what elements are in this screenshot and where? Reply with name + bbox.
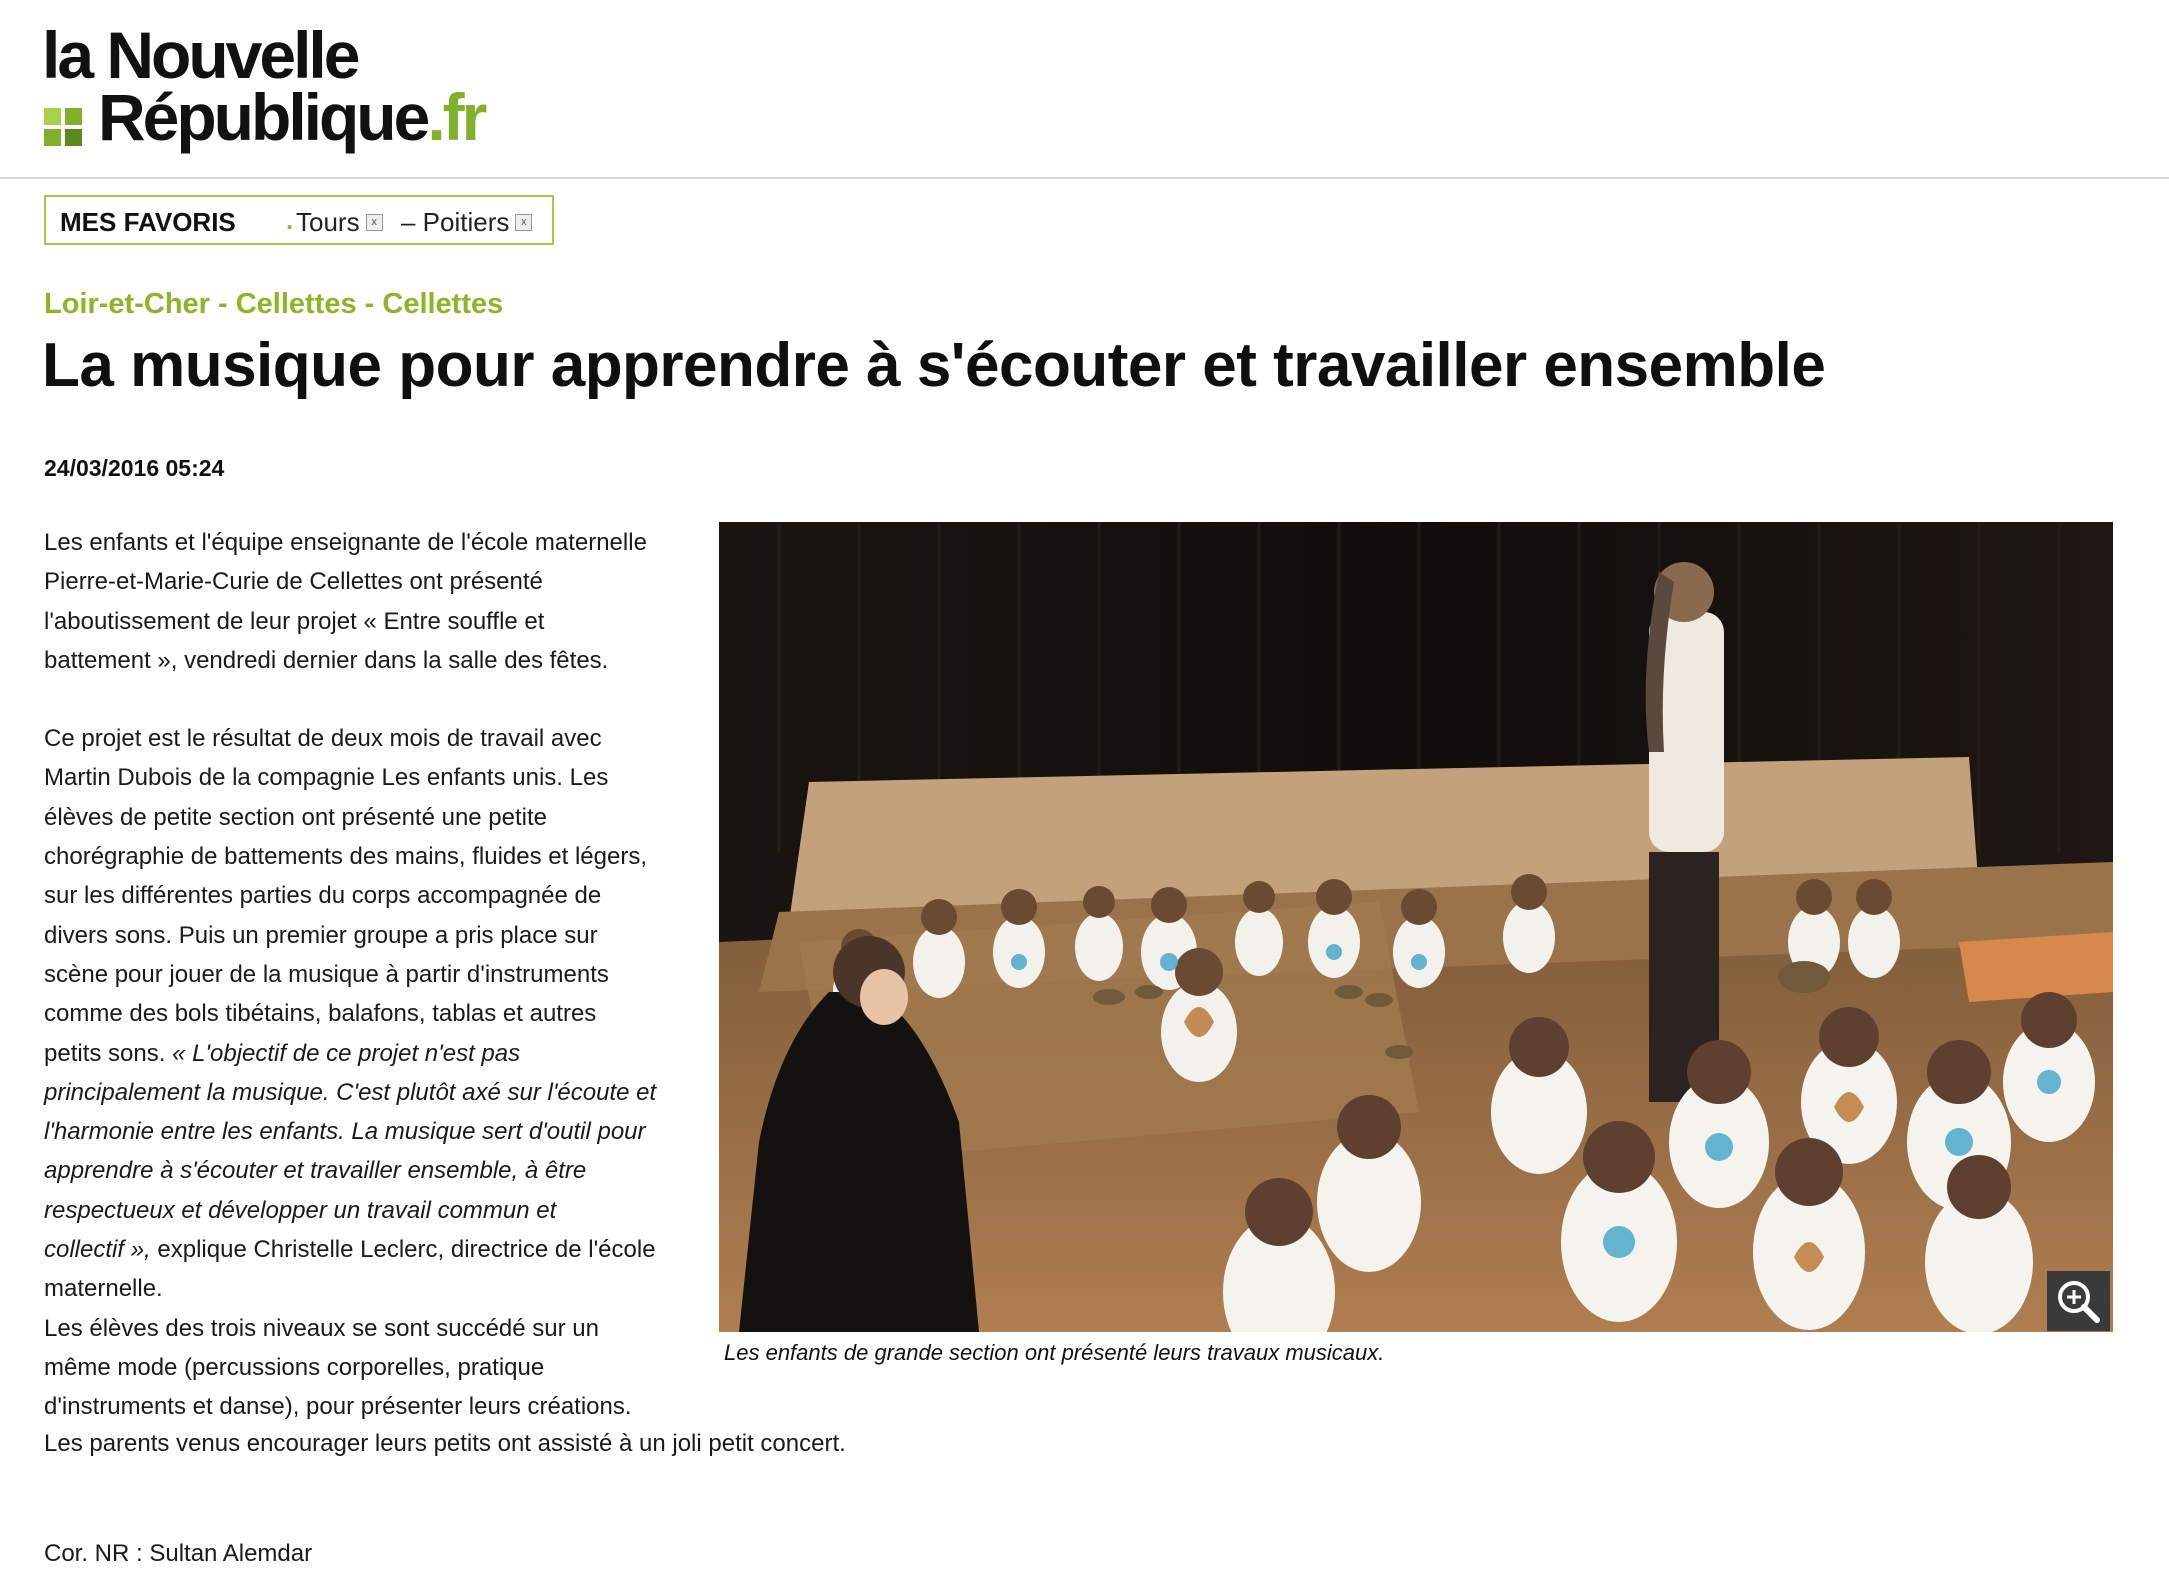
paragraph-last-line: Les parents venus encourager leurs petits ont assisté à un joli petit concert. (44, 1430, 846, 1457)
paragraph: Les enfants et l'équipe enseignante de l'école maternelle Pierre-et-Marie-Curie de Cellettes ont présenté l'aboutissement de leur projet « Entre souffle et battement », vendredi dernier dans la salle des fêtes. (44, 529, 647, 674)
article-author: Cor. NR : Sultan Alemdar (44, 1540, 313, 1567)
favorite-link-poitiers[interactable]: – Poitiers (401, 207, 510, 237)
favorites-separator: . (286, 205, 294, 235)
favorite-link-tours[interactable]: Tours (296, 207, 360, 237)
favorite-item (296, 207, 383, 238)
article-title: La musique pour apprendre à s'écouter et travailler ensemble (42, 331, 1826, 400)
breadcrumb[interactable]: Loir-et-Cher - Cellettes - Cellettes (44, 288, 504, 320)
site-logo[interactable] (42, 18, 562, 154)
paragraph: Ce projet est le résultat de deux mois de travail avec Martin Dubois de la compagnie Les enfants unis. Les élèves de petite section ont présenté une petite chorégraphie de battements des mains, fluides et légers, sur les différentes parties du corps accompagnée de divers sons. Puis un premier groupe a pris place sur scène pour jouer de la musique à partir d'instruments comme des bols tibétains, balafons, tablas et autres petits sons. « L'objectif de ce projet n'est pas principalement la musique. C'est plutôt axé sur l'écoute et l'harmonie entre les enfants. La musique sert d'outil pour apprendre à s'écouter et travailler ensemble, à être respectueux et développer un travail commun et collectif », explique Christelle Leclerc, directrice de l'école maternelle. Les élèves des trois niveaux se sont succédé sur un même mode (percussions corporelles, pratique d'instruments et danse), pour présenter leurs créations. (44, 725, 657, 1421)
logo-line2 (42, 80, 485, 154)
zoom-photo-button[interactable] (2047, 1271, 2110, 1331)
logo-line1: la Nouvelle (42, 18, 358, 92)
photo-illustration (719, 522, 2113, 1332)
article-body (44, 523, 724, 1427)
photo-caption: Les enfants de grande section ont présenté leurs travaux musicaux. (724, 1340, 1385, 1365)
favorite-item (401, 207, 532, 238)
article-date: 24/03/2016 05:24 (44, 455, 225, 481)
favorites-title: MES FAVORIS (60, 207, 236, 237)
remove-favorite-icon[interactable]: x (366, 214, 383, 231)
quote: « L'objectif de ce projet n'est pas (172, 1039, 521, 1067)
site-header (0, 0, 2169, 179)
logo-word: République (98, 80, 428, 154)
magnifier-icon (2047, 1271, 2110, 1331)
favorites-bar (44, 195, 554, 245)
article-photo[interactable] (719, 522, 2113, 1332)
remove-favorite-icon[interactable]: x (515, 214, 532, 231)
logo-tld: .fr (427, 80, 485, 154)
